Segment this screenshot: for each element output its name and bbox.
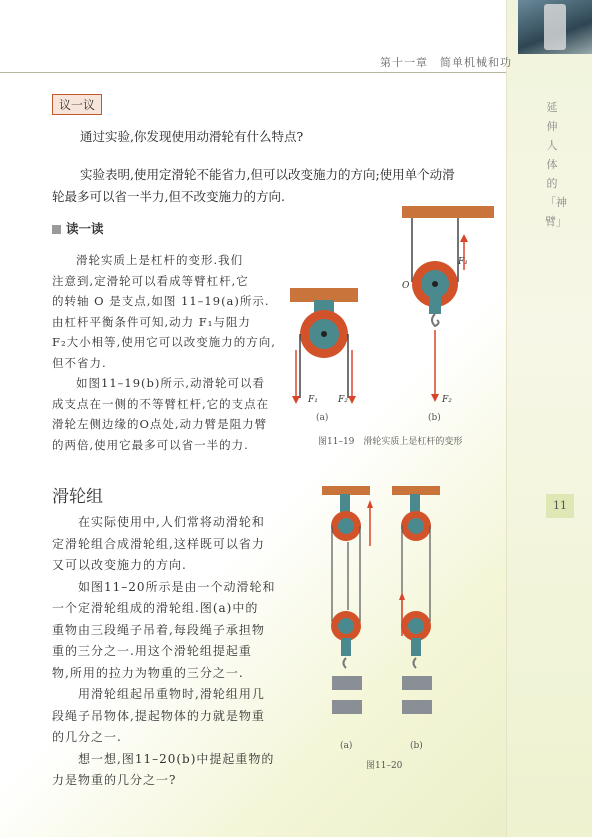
figure-19-caption: 图11–19 滑轮实质上是杠杆的变形 [318, 437, 463, 447]
side-title: 延伸人体的「神臂」 [545, 101, 567, 228]
bracket-b [429, 296, 441, 314]
pulley-block-line: 重的三分之一.用这个滑轮组提起重 [52, 644, 252, 658]
pulley-block-line: 一个定滑轮组成的滑轮组.图(a)中的 [52, 601, 259, 615]
read-line: 成支点在一侧的不等臂杠杆,它的支点在 [52, 396, 270, 411]
label-b-20: (b) [410, 741, 423, 751]
pulley-block-line: 在实际使用中,人们常将动滑轮和 [78, 515, 265, 529]
pulley-block-title: 滑轮组 [52, 487, 103, 507]
weight-20a-2 [332, 700, 362, 714]
weight-20a-1 [332, 676, 362, 690]
pulley-block-line: 力是物重的几分之一? [52, 773, 177, 787]
corner-photo [518, 0, 592, 54]
weight-20b-2 [402, 700, 432, 714]
o-label-b: O [402, 281, 410, 291]
label-a-19: (a) [316, 413, 329, 423]
conclusion-line-2: 轮最多可以省一半力,但不改变施力的方向. [52, 189, 285, 204]
ceiling-beam-20a [322, 486, 370, 495]
pulley-block-line: 用滑轮组起吊重物时,滑轮组用几 [78, 687, 265, 701]
read-line: 由杠杆平衡条件可知,动力 F₁与阻力 [52, 314, 251, 329]
pulley-block-line: 想一想,图11–20(b)中提起重物的 [78, 751, 275, 766]
read-line: 注意到,定滑轮可以看成等臂杠杆,它 [52, 273, 249, 288]
header-divider [0, 72, 506, 73]
hook-b [432, 314, 439, 326]
label-b-19: (b) [428, 413, 441, 423]
ceiling-beam-b [402, 206, 494, 218]
page-number: 11 [546, 494, 574, 518]
conclusion-line-1: 实验表明,使用定滑轮不能省力,但可以改变施力的方向;使用单个动滑 [80, 167, 455, 182]
figure-11-20 [318, 486, 448, 766]
pulley-block-line: 定滑轮组合成滑轮组,这样既可以省力 [52, 536, 265, 551]
pulley-block-line: 的几分之一. [52, 730, 122, 744]
f1-label-a: F₁ [308, 395, 318, 405]
read-line: F₂大小相等,使用它可以改变施力的方向, [52, 335, 276, 349]
pulley-block-line: 又可以改变施力的方向. [52, 558, 187, 572]
figure-20-caption: 图11–20 [366, 761, 403, 771]
ceiling-beam-20b [392, 486, 440, 495]
read-line: 滑轮左侧边缘的O点处,动力臂是阻力臂 [52, 417, 268, 431]
read-heading: 读一读 [52, 219, 104, 237]
discuss-tag: 议一议 [52, 94, 102, 115]
read-line: 的两倍,使用它最多可以省一半的力. [52, 437, 249, 452]
pulley-block-line: 物,所用的拉力为物重的三分之一. [52, 665, 244, 680]
figure-11-19 [282, 200, 502, 450]
pulley-block-line: 如图11–20所示是由一个动滑轮和 [78, 579, 276, 594]
read-line: 但不省力. [52, 355, 107, 370]
read-line: 的转轴 O 是支点,如图 11–19(a)所示. [52, 294, 270, 308]
discuss-question: 通过实验,你发现使用动滑轮有什么特点? [80, 129, 304, 144]
f2-label-b: F₂ [442, 395, 452, 405]
weight-20b-1 [402, 676, 432, 690]
f2-label-a: F₂ [338, 395, 348, 405]
read-line: 滑轮实质上是杠杆的变形.我们 [76, 253, 244, 267]
label-a-20: (a) [340, 741, 353, 751]
pulley-block-line: 重物由三段绳子吊着,每段绳子承担物 [52, 622, 265, 637]
square-bullet-icon [52, 225, 61, 234]
f1-label-b: F₁ [458, 257, 468, 267]
read-line: 如图11–19(b)所示,动滑轮可以看 [76, 376, 266, 390]
chapter-header: 第十一章 简单机械和功 [380, 56, 512, 69]
ceiling-beam-a [290, 288, 358, 302]
pulley-block-line: 段绳子吊物体,提起物体的力就是物重 [52, 708, 265, 723]
